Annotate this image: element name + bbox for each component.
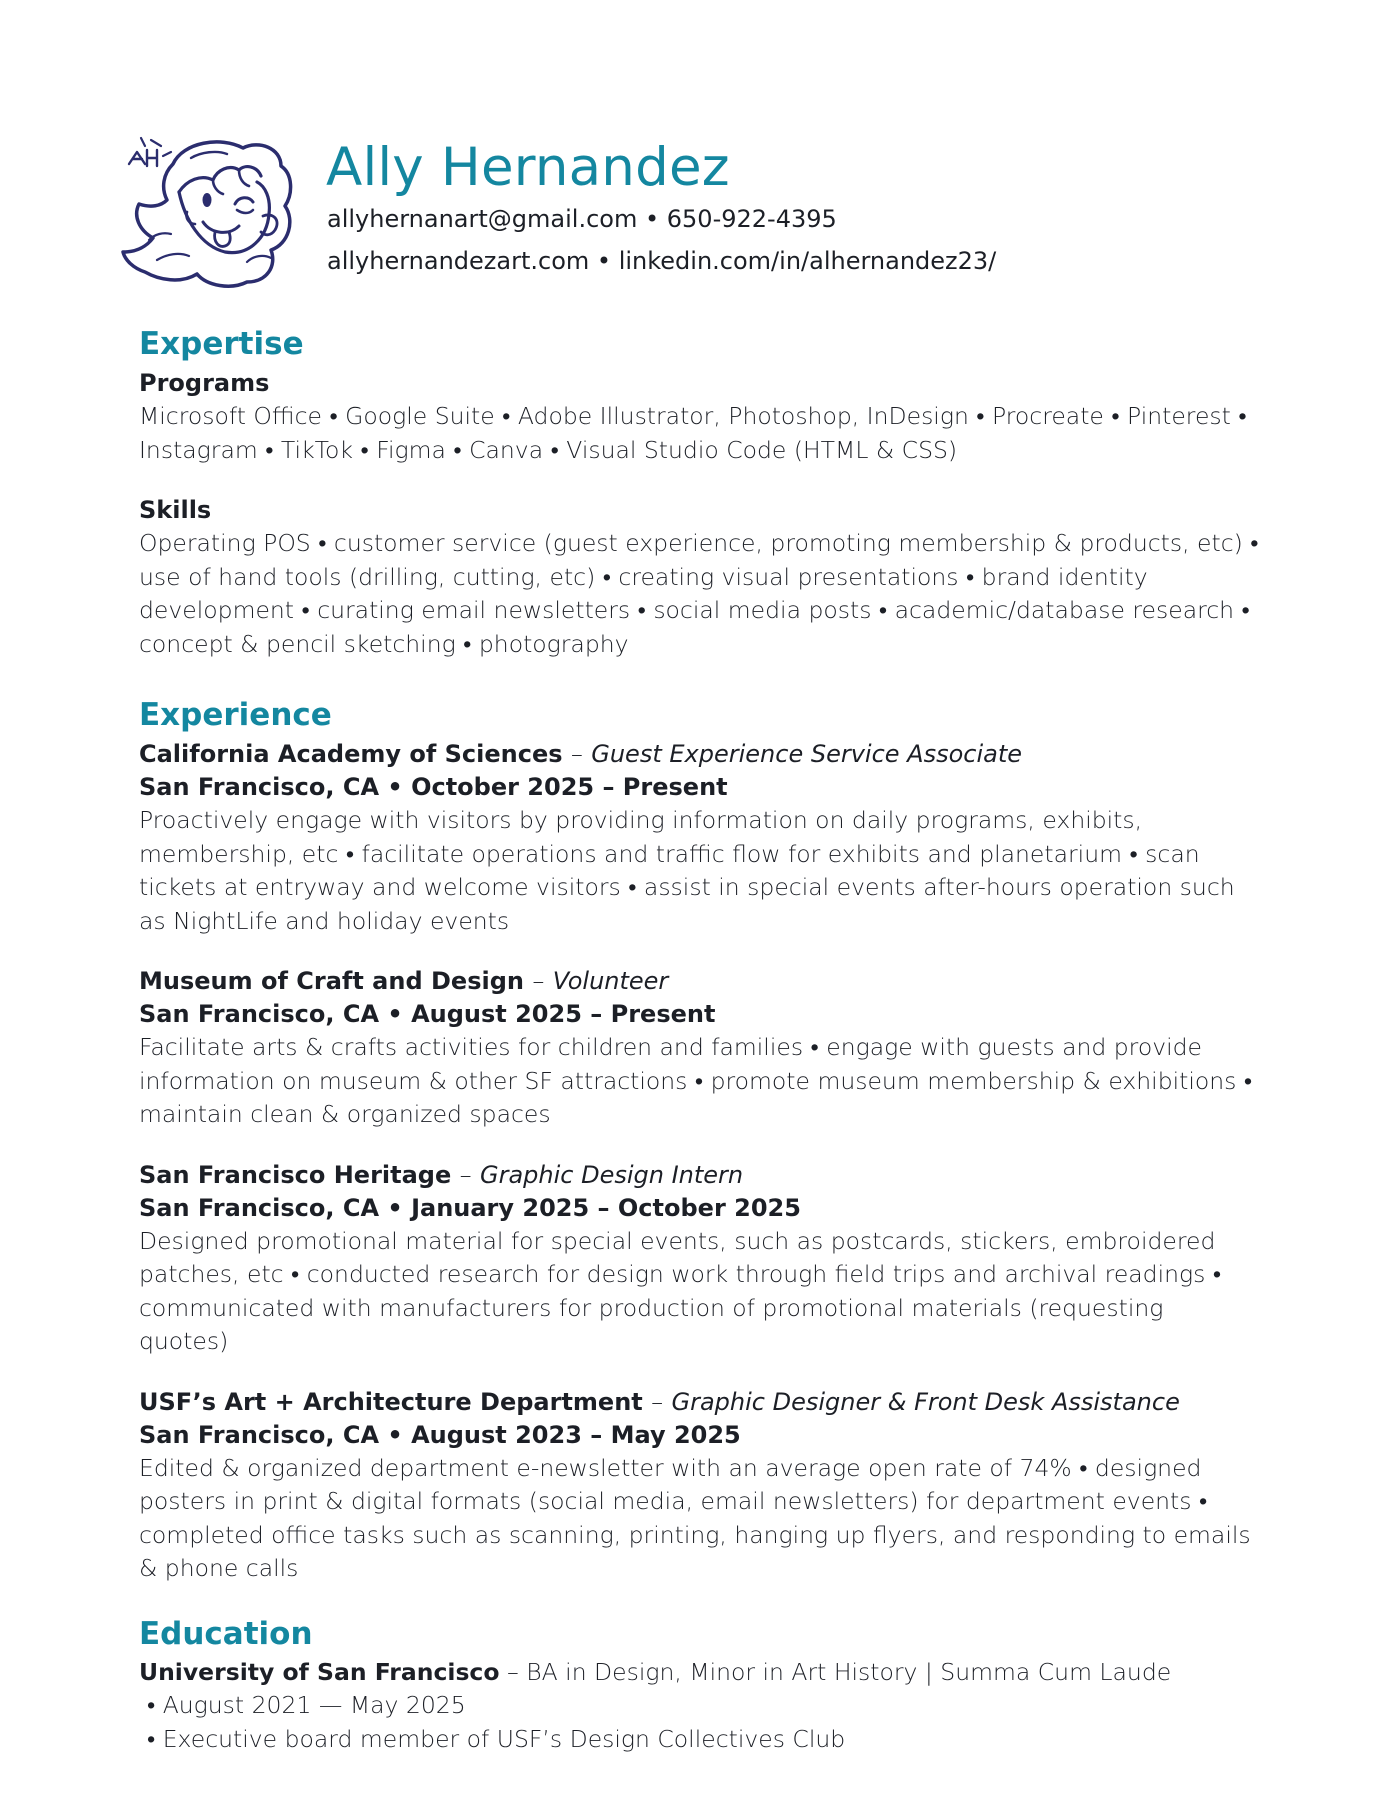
section-title-experience: Experience [139,697,332,733]
job-role: Graphic Designer & Front Desk Assistance [671,1387,1180,1416]
job-location-dates: San Francisco, CA • August 2023 – May 2025 [139,1420,741,1449]
email-link[interactable]: allyhernanart@gmail.com [327,205,638,233]
resume-name: Ally Hernandez [326,137,730,198]
contact-line-links [327,244,996,278]
education-section [139,1612,1259,1757]
contact-separator: • [644,205,660,233]
education-heading [139,1656,1259,1690]
skills-label: Skills [139,496,212,524]
section-title-education: Education [139,1615,313,1652]
resume-header [121,128,1281,288]
job-role: Guest Experience Service Associate [591,740,1023,768]
resume-content [139,322,1259,1756]
job-location-dates: San Francisco, CA • January 2025 – October 2025 [139,1193,801,1222]
job-location-dates: San Francisco, CA • August 2025 – Present [139,1000,716,1028]
job-role: Volunteer [552,967,669,995]
job-entry [139,964,1259,1132]
website-link[interactable]: allyhernandezart.com [327,247,590,275]
job-heading [139,1158,1259,1192]
job-description: Designed promotional material for special events, such as postcards, stickers, embroidered patches, etc • conducted research for design work through field trips and archival readings • communicated with manufacturers for production of promotional materials (requesting quotes) [139,1226,1222,1355]
education-dash: – [507,1657,519,1686]
experience-section [139,693,1259,1586]
job-dash: – [651,1387,664,1416]
job-heading [139,1385,1259,1419]
school-name: University of San Francisco [139,1657,500,1686]
avatar-illustration [121,134,297,292]
programs-list: Microsoft Office • Google Suite • Adobe Illustrator, Photoshop, InDesign • Procreate • Pinterest • Instagram • TikTok • Figma • Canva • Visual Studio Code (HTML & CSS) [139,402,1247,464]
job-role: Graphic Design Intern [479,1160,744,1189]
job-org: California Academy of Sciences [139,740,563,768]
section-title-expertise: Expertise [139,326,304,362]
job-dash: – [570,740,583,768]
job-description: Edited & organized department e-newsletter with an average open rate of 74% • designed posters in print & digital formats (social media, email newsletters) for department events • completed office tasks such as scanning, printing, hanging up flyers, and responding to emails & phone calls [139,1453,1251,1582]
job-description: Proactively engage with visitors by providing information on daily programs, exhibits, membership, etc • facilitate operations and traffic flow for exhibits and planetarium • scan tickets at entryway and welcome visitors • assist in special events after-hours operation such as NightLife and holiday events [139,806,1235,935]
linkedin-link[interactable]: linkedin.com/in/alhernandez23/ [618,247,997,275]
job-dash: – [459,1160,472,1189]
skills-list: Operating POS • customer service (guest experience, promoting membership & products, etc) • use of hand tools (drilling, cutting, etc) • creating visual presentations • brand identity development • curating email newsletters • social media posts • academic/database research • concept & pencil sketching • photography [139,529,1259,658]
job-entry [139,1158,1259,1359]
expertise-section [139,322,1259,661]
job-heading [139,964,1259,998]
education-bullet: • August 2021 — May 2025 [147,1691,466,1719]
job-org: USF’s Art + Architecture Department [139,1387,643,1416]
contact-separator: • [596,247,612,275]
degree-info: BA in Design, Minor in Art History | Summa Cum Laude [526,1657,1172,1686]
job-dash: – [532,967,545,995]
programs-label: Programs [139,369,270,397]
job-entry [139,737,1259,938]
job-heading [139,737,1259,771]
phone-number[interactable]: 650-922-4395 [666,205,837,233]
job-description: Facilitate arts & crafts activities for children and families • engage with guests and provide information on museum & other SF attractions • promote museum membership & exhibitions • maintain clean & organized spaces [139,1033,1253,1128]
job-entry [139,1385,1259,1586]
contact-line-email-phone [327,202,837,236]
job-org: San Francisco Heritage [139,1160,452,1189]
education-bullet: • Executive board member of USF’s Design Collectives Club [147,1724,846,1753]
job-location-dates: San Francisco, CA • October 2025 – Present [139,773,728,801]
job-org: Museum of Craft and Design [139,967,524,995]
